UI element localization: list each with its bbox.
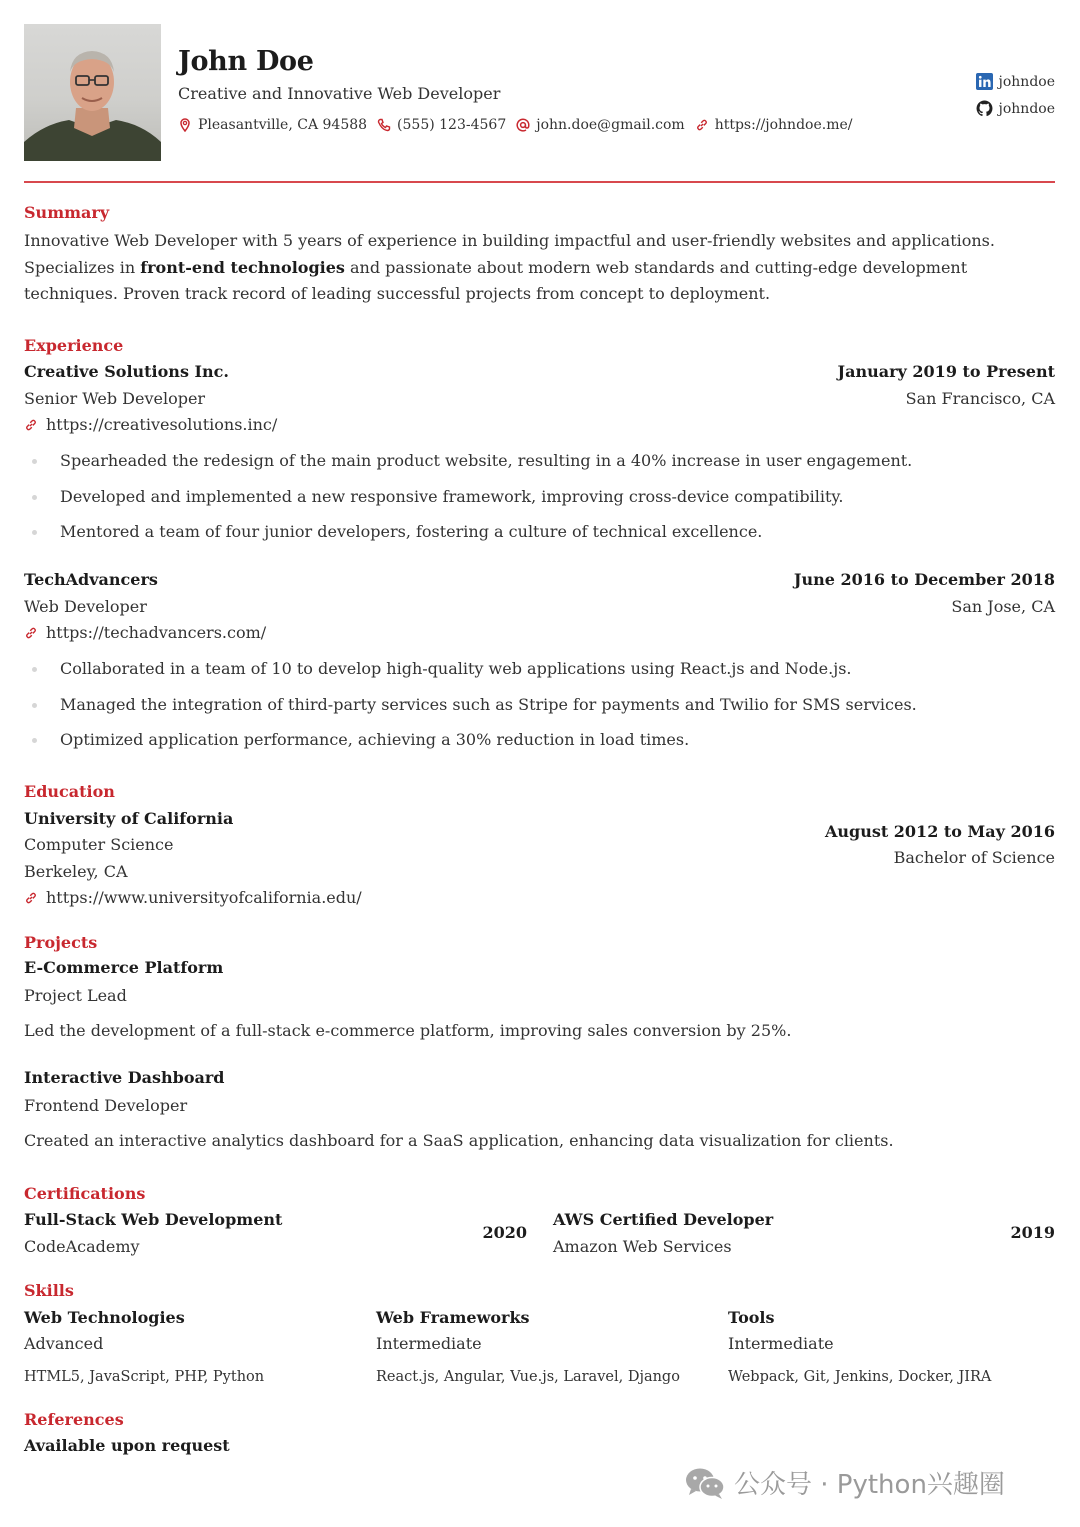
project-role: Project Lead (24, 986, 127, 1005)
project-description: Led the development of a full-stack e-commerce platform, improving sales conversion by 25%. (24, 1021, 792, 1040)
skill-level: Advanced (24, 1334, 104, 1353)
education-url-text: https://www.universityofcalifornia.edu/ (46, 888, 362, 907)
education-url[interactable] (24, 888, 362, 907)
wechat-icon (684, 1466, 726, 1500)
skills-heading: Skills (24, 1281, 74, 1300)
experience-company: TechAdvancers (24, 570, 158, 589)
skill-name: Tools (728, 1308, 775, 1327)
location-text: Pleasantville, CA 94588 (198, 117, 368, 133)
skill-level: Intermediate (728, 1334, 834, 1353)
skill-level: Intermediate (376, 1334, 482, 1353)
experience-highlights (24, 657, 1055, 764)
education-area: Computer Science (24, 835, 174, 854)
skill-keywords: HTML5, JavaScript, PHP, Python (24, 1369, 265, 1385)
experience-url[interactable] (24, 415, 277, 434)
candidate-name: John Doe (178, 46, 314, 77)
education-degree: Bachelor of Science (893, 848, 1055, 867)
certification-year: 2020 (482, 1223, 527, 1242)
list-item: Managed the integration of third-party services such as Stripe for payments and Twilio for SMS services. (24, 693, 1055, 729)
project-description: Created an interactive analytics dashboard for a SaaS application, enhancing data visualization for clients. (24, 1131, 894, 1150)
experience-company: Creative Solutions Inc. (24, 362, 229, 381)
summary-text-part: Innovative Web Developer with 5 years of experience in building impactful and user-friendly websites and applications. Specializes in (24, 231, 995, 277)
project-name: Interactive Dashboard (24, 1068, 225, 1087)
profile-photo (24, 24, 161, 161)
link-icon (24, 626, 38, 640)
experience-dates: June 2016 to December 2018 (793, 570, 1055, 589)
github-icon (976, 100, 993, 117)
experience-heading: Experience (24, 336, 124, 355)
list-item: Spearheaded the redesign of the main product website, resulting in a 40% increase in user engagement. (24, 449, 1055, 485)
summary-heading: Summary (24, 203, 110, 222)
header-divider (24, 181, 1055, 183)
watermark-text: 公众号 · Python兴趣圈 (734, 1470, 1005, 1500)
experience-url[interactable] (24, 623, 266, 642)
github-profile[interactable] (976, 95, 1055, 122)
certification-name: AWS Certified Developer (553, 1210, 774, 1229)
phone-text: (555) 123-4567 (397, 117, 507, 133)
skill-keywords: React.js, Angular, Vue.js, Laravel, Django (376, 1369, 680, 1385)
education-dates: August 2012 to May 2016 (824, 822, 1055, 841)
summary-text (24, 228, 1055, 308)
resume-header (24, 24, 1055, 162)
education-institution: University of California (24, 809, 234, 828)
candidate-headline: Creative and Innovative Web Developer (178, 84, 501, 103)
experience-location: San Francisco, CA (905, 389, 1055, 408)
contact-website[interactable] (695, 117, 853, 133)
experience-highlights (24, 449, 1055, 556)
project-name: E-Commerce Platform (24, 958, 224, 977)
person-portrait-icon (24, 24, 161, 161)
experience-position: Senior Web Developer (24, 389, 206, 408)
skill-keywords: Webpack, Git, Jenkins, Docker, JIRA (728, 1369, 992, 1385)
phone-icon (377, 118, 391, 132)
contact-email[interactable] (516, 117, 684, 133)
skill-name: Web Frameworks (376, 1308, 530, 1327)
certification-name: Full-Stack Web Development (24, 1210, 283, 1229)
linkedin-username: johndoe (998, 73, 1055, 90)
certifications-heading: Certifications (24, 1184, 146, 1203)
experience-position: Web Developer (24, 597, 147, 616)
linkedin-profile[interactable] (976, 68, 1055, 95)
map-pin-icon (178, 118, 192, 132)
experience-url-text: https://techadvancers.com/ (46, 623, 267, 642)
education-location: Berkeley, CA (24, 862, 128, 881)
experience-url-text: https://creativesolutions.inc/ (46, 415, 278, 434)
linkedin-icon (976, 73, 993, 90)
social-profiles (976, 68, 1055, 122)
skill-name: Web Technologies (24, 1308, 185, 1327)
education-heading: Education (24, 782, 115, 801)
watermark (684, 1464, 1005, 1501)
list-item: Mentored a team of four junior developers, fostering a culture of technical excellence. (24, 520, 1055, 556)
contact-info (178, 117, 852, 133)
projects-heading: Projects (24, 933, 98, 952)
certification-issuer: Amazon Web Services (553, 1237, 732, 1256)
website-text: https://johndoe.me/ (714, 117, 853, 133)
link-icon (695, 118, 709, 132)
list-item: Optimized application performance, achieving a 30% reduction in load times. (24, 728, 1055, 764)
certification-year: 2019 (1010, 1223, 1055, 1242)
references-text: Available upon request (24, 1436, 230, 1455)
contact-location (178, 117, 367, 133)
email-text: john.doe@gmail.com (536, 117, 685, 133)
link-icon (24, 891, 38, 905)
experience-dates: January 2019 to Present (837, 362, 1055, 381)
summary-text-part: and passionate about modern web standards and cutting-edge development techniques. Proven track record of leading successful projects from concept to deployment. (24, 257, 968, 303)
github-username: johndoe (998, 100, 1055, 117)
project-role: Frontend Developer (24, 1096, 188, 1115)
contact-phone[interactable] (377, 117, 506, 133)
link-icon (24, 418, 38, 432)
list-item: Collaborated in a team of 10 to develop high-quality web applications using React.js and Node.js. (24, 657, 1055, 693)
references-heading: References (24, 1410, 124, 1429)
certification-issuer: CodeAcademy (24, 1237, 140, 1256)
experience-location: San Jose, CA (951, 597, 1055, 616)
summary-highlight: front-end technologies (140, 257, 345, 277)
list-item: Developed and implemented a new responsive framework, improving cross-device compatibility. (24, 485, 1055, 521)
at-sign-icon (516, 118, 530, 132)
